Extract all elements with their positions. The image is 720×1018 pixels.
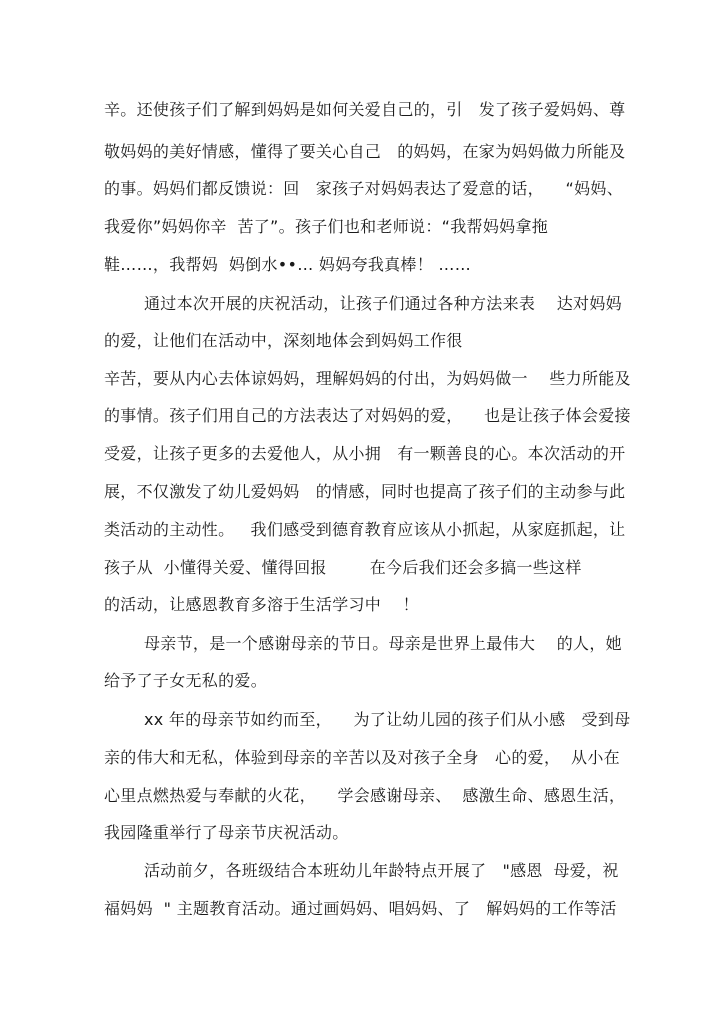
paragraph-start-line: xx 年的母亲节如约而至， 为了让幼儿园的孩子们从小感 受到母 <box>144 710 631 729</box>
text-line: 鞋……，我帮妈 妈倒水••… 妈妈夸我真棒！ …… <box>104 255 472 274</box>
text-line: 的爱，让他们在活动中，深刻地体会到妈妈工作很 <box>104 331 463 350</box>
text-line: 类活动的主动性。 我们感受到德育教育应该从小抓起，从家庭抓起，让 <box>104 520 626 539</box>
text-line: 孩子从 小懂得关爱、懂得回报 在今后我们还会多搞一些这样 <box>104 558 582 577</box>
paragraph-start-line: 活动前夕，各班级结合本班幼儿年龄特点开展了 "感恩 母爱，祝 <box>144 861 619 880</box>
text-line: 我园隆重举行了母亲节庆祝活动。 <box>104 823 349 842</box>
text-line: 辛苦，要从内心去体谅妈妈，理解妈妈的付出，为妈妈做一 些力所能及 <box>104 369 631 388</box>
text-line: 亲的伟大和无私，体验到母亲的辛苦以及对孩子全身 心的爱， 从小在 <box>104 748 620 767</box>
paragraph-start-line: 母亲节，是一个感谢母亲的节日。母亲是世界上最伟大 的人，她 <box>144 634 622 653</box>
text-line: 的事。妈妈们都反馈说：回 家孩子对妈妈表达了爱意的话， “妈妈、 <box>104 179 623 198</box>
text-line: 受爱，让孩子更多的去爱他人，从小拥 有一颗善良的心。本次活动的开 <box>104 444 626 463</box>
text-line: 的活动，让感恩教育多溶于生活学习中 ！ <box>104 595 419 614</box>
text-line: 敬妈妈的美好情感，懂得了要关心自己 的妈妈，在家为妈妈做力所能及 <box>104 142 626 161</box>
text-line: 给予了子女无私的爱。 <box>104 671 268 690</box>
text-line: 福妈妈 " 主题教育活动。通过画妈妈、唱妈妈、了 解妈妈的工作等活 <box>104 899 617 918</box>
text-line: 的事情。孩子们用自己的方法表达了对妈妈的爱， 也是让孩子体会爱接 <box>104 406 631 425</box>
paragraph-start-line: 通过本次开展的庆祝活动，让孩子们通过各种方法来表 达对妈妈 <box>144 294 622 313</box>
text-line: 辛。还使孩子们了解到妈妈是如何关爱自己的，引 发了孩子爱妈妈、尊 <box>104 100 626 119</box>
text-line: 我爱你”妈妈你辛 苦了”。孩子们也和老师说：“我帮妈妈拿拖 <box>104 217 549 236</box>
text-line: 心里点燃热爱与奉献的火花， 学会感谢母亲、 感激生命、感恩生活， <box>104 786 626 805</box>
text-line: 展，不仅激发了幼儿爱妈妈 的情感，同时也提高了孩子们的主动参与此 <box>104 482 626 501</box>
